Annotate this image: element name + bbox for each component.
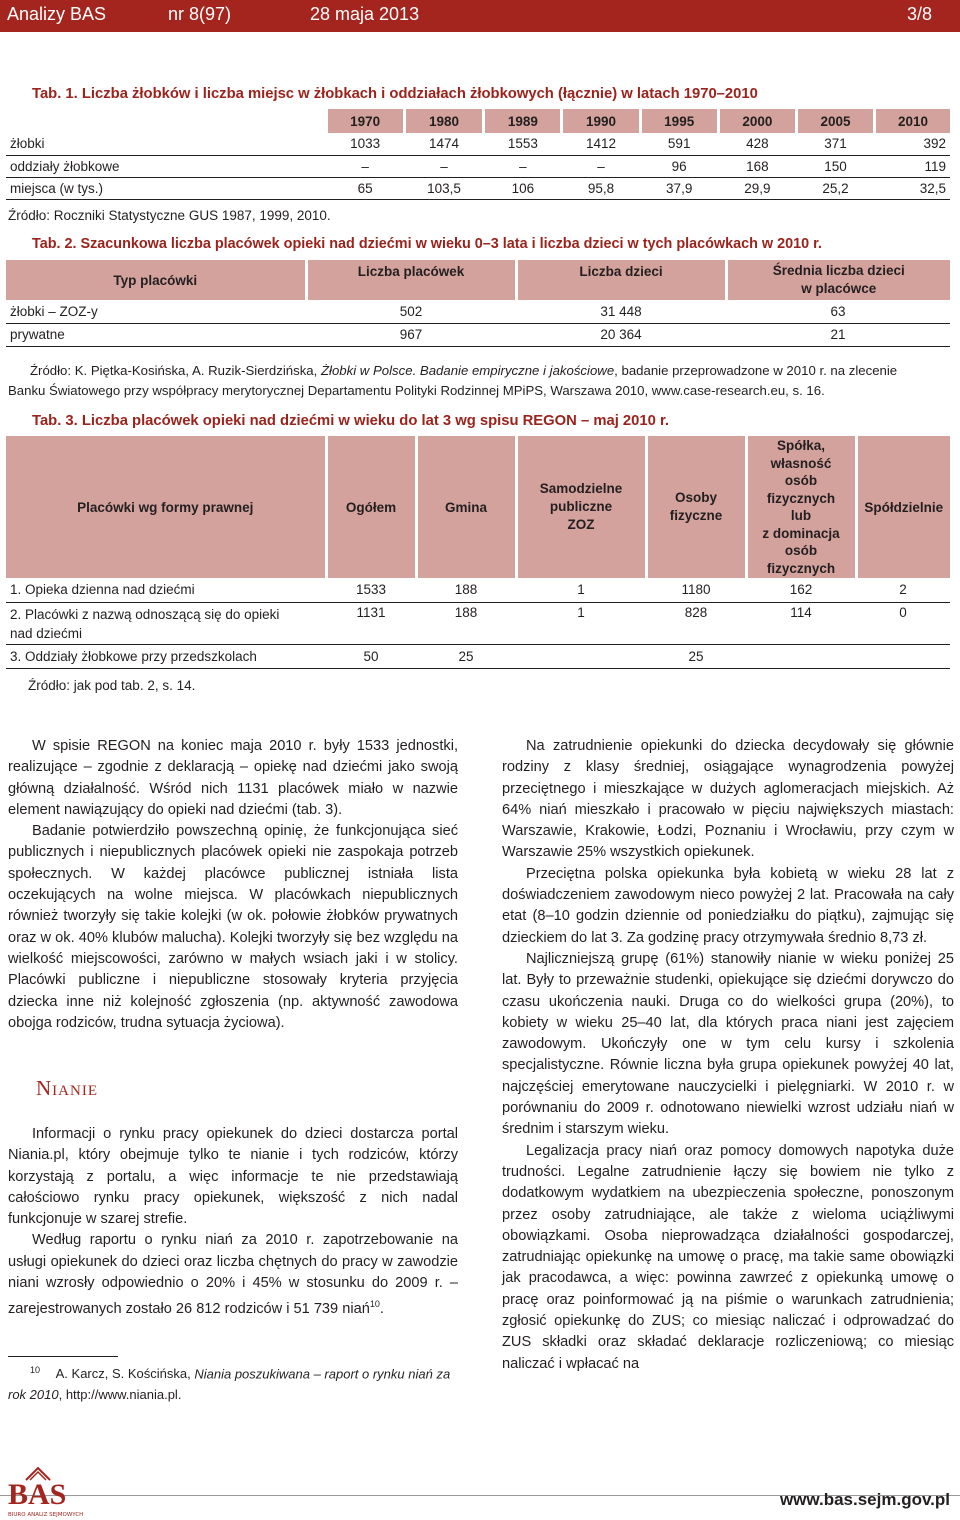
cell: 150 bbox=[796, 155, 874, 177]
page-number: 3/8 bbox=[907, 4, 933, 24]
row-label: prywatne bbox=[6, 323, 306, 346]
cell: 1 bbox=[516, 578, 646, 602]
top-bar bbox=[0, 0, 960, 32]
table1-year: 1990 bbox=[562, 109, 640, 133]
table1-caption: Tab. 1. Liczba żłobków i liczba miejsc w żłobkach i oddziałach żłobkowych (łącznie) w latach 1970–2010 bbox=[32, 86, 758, 102]
paragraph: Na zatrudnienie opiekunki do dziecka decydowały się głównie rodziny z klasy średniej, osiągające wynagrodzenia powyżej przeciętnego i mieszkające w dużych aglomeracjach miejskich. Aż 64% niań mieszkało i pracowało w pięciu największych miastach: Warszawie, Krakowie, Łodzi, Poznaniu i Wrocławiu, przy czym w Warszawie 25% wszystkich opiekunek. bbox=[502, 738, 954, 861]
footnote-title: Niania poszukiwana – raport o rynku niań za rok 2010 bbox=[8, 1366, 451, 1403]
cell: – bbox=[484, 155, 562, 177]
source-text: Banku Światowego przy współpracy merytorycznej Departamentu Polityki Rodzinnej MPiPS, Warszawa 2010, www.case-research.eu, s. 16. bbox=[8, 383, 825, 398]
header-line: ZOZ bbox=[567, 517, 595, 532]
cell: 65 bbox=[326, 177, 404, 199]
cell: 392 bbox=[875, 133, 950, 155]
cell: 96 bbox=[640, 155, 718, 177]
table1-year: 1980 bbox=[404, 109, 484, 133]
table1-year: 2005 bbox=[796, 109, 874, 133]
cell: 502 bbox=[306, 300, 516, 323]
row-label: oddziały żłobkowe bbox=[6, 155, 326, 177]
table1 bbox=[6, 109, 950, 200]
table-row bbox=[6, 644, 950, 668]
table2-header bbox=[726, 260, 950, 300]
cell: 95,8 bbox=[562, 177, 640, 199]
cell: 63 bbox=[726, 300, 950, 323]
cell: – bbox=[404, 155, 484, 177]
row-label: miejsca (w tys.) bbox=[6, 177, 326, 199]
cell: 428 bbox=[718, 133, 796, 155]
row-label: 1. Opieka dzienna nad dziećmi bbox=[6, 578, 326, 602]
cell: 106 bbox=[484, 177, 562, 199]
footnote-text: A. Karcz, S. Kościńska, bbox=[55, 1366, 195, 1382]
cell: 371 bbox=[796, 133, 874, 155]
cell: 1131 bbox=[326, 602, 416, 644]
header-line: fizycznych bbox=[766, 490, 836, 506]
cell: 1180 bbox=[646, 578, 746, 602]
table-row bbox=[6, 578, 950, 602]
row-label: 3. Oddziały żłobkowe przy przedszkolach bbox=[6, 644, 326, 668]
paragraph: Legalizacja pracy niań oraz pomocy domowych napotyka duże trudności. Legalne zatrudnienie łączy się bowiem nie tylko z dodatkowym wydatkiem na ubezpieczenia społeczne, ponoszonym przez osoby zatrudniające, ale także z wieloma uciążliwymi obowiązkami. Osoba nieprowadząca działalności gospodarczej, zatrudniając opiekunkę na umowę o pracę, ma takie same obowiązki jak pracodawca, a więc: powinna zawrzeć z opiekunką umowę o pracę oraz poinformować ją na piśmie o warunkach zatrudnienia; zgłosić opiekunkę do ZUS; co miesiąc naliczać i odprowadzać do ZUS składki oraz składać deklaracje rozliczeniową; co miesiąc naliczać i wpłacać na bbox=[502, 1142, 954, 1372]
table2 bbox=[6, 260, 950, 347]
paragraph: Przeciętna polska opiekunka była kobietą w wieku 28 lat z doświadczeniem zawodowym nieco powyżej 2 lat. Pracowała na cały etat (8–10 godzin dziennie od poniedziałku do piątku), zajmując się dzieckiem do lat 3. Za godzinę pracy otrzymywała średnio 8,73 zł. bbox=[502, 865, 954, 946]
cell: 1 bbox=[516, 602, 646, 644]
footnote-number: 10 bbox=[30, 1365, 41, 1375]
footnote-text: , http://www.niania.pl. bbox=[58, 1387, 182, 1403]
bas-logo bbox=[6, 1460, 96, 1520]
cell: 0 bbox=[856, 602, 950, 644]
header-line: z dominacja bbox=[762, 525, 840, 541]
header-line: publiczne bbox=[549, 499, 613, 514]
row-label: żłobki – ZOZ-y bbox=[6, 300, 306, 323]
section-heading: Nianie bbox=[36, 1076, 98, 1100]
cell bbox=[746, 644, 856, 668]
row-label bbox=[6, 602, 326, 644]
table3-header: Gmina bbox=[416, 436, 516, 578]
header-line: własność bbox=[770, 455, 832, 471]
cell: – bbox=[326, 155, 404, 177]
cell: 1474 bbox=[404, 133, 484, 155]
header-line: osób bbox=[784, 543, 818, 558]
left-column bbox=[8, 736, 458, 1034]
table2-header: Liczba placówek bbox=[306, 260, 516, 300]
cell: 29,9 bbox=[718, 177, 796, 199]
table1-year: 1970 bbox=[326, 109, 404, 133]
paragraph: Badanie potwierdziło powszechną opinię, że funkcjonująca sieć publicznych i niepublicznych placówek opieki nie zaspokaja potrzeb społecznych. W każdej placówce publicznej istniała lista oczekujących na wolne miejsca. W placówkach niepublicznych również tworzyły się takie kolejki (w ok. połowie żłobków prywatnych oraz w ok. 40% klubów malucha). Kolejki tworzyły się bez względu na wielkość miejscowości, zarówno w małych wsiach jaki i w stolicy. Placówki publiczne i niepubliczne stosowały kryteria przyjęcia dziecka inne niż kolejność zgłoszenia (np. aktywność zawodowa obojga rodziców, trudna sytuacja życiowa). bbox=[8, 823, 458, 1031]
cell bbox=[856, 644, 950, 668]
header-line: fizyczne bbox=[669, 508, 723, 523]
cell: 50 bbox=[326, 644, 416, 668]
site-url[interactable]: www.bas.sejm.gov.pl bbox=[779, 1490, 950, 1509]
table-row bbox=[6, 323, 950, 346]
table3-header bbox=[746, 436, 856, 578]
cell: 1553 bbox=[484, 133, 562, 155]
cell: 2 bbox=[856, 578, 950, 602]
cell: 828 bbox=[646, 602, 746, 644]
table-row bbox=[6, 133, 950, 155]
cell: 20 364 bbox=[516, 323, 726, 346]
paragraph: Najliczniejszą grupę (61%) stanowiły nianie w wieku poniżej 25 lat. Były to przeważnie studenki, opiekujące się dziećmi dorywczo do czasu ukończenia nauki. Druga co do wielkości grupa (20%), to kobiety w wieku 25–40 lat, dla których praca niani jest zajęciem zawodowym. Ukończyły one w tym celu kursy i szkolenia specjalistyczne. Równie liczna była grupa opiekunek powyżej 40 lat, najczęściej emerytowane nauczycielki i pielęgniarki. W 2010 r. w porównaniu do 2009 r. odnotowano niewielki wzrost udziału niań w średnim i starszym wieku. bbox=[502, 950, 954, 1138]
table-row bbox=[6, 177, 950, 199]
table3-header bbox=[516, 436, 646, 578]
cell: 32,5 bbox=[875, 177, 950, 199]
paragraph-text: Według raportu o rynku niań za 2010 r. zapotrzebowanie na usługi opiekunek do dzieci oraz liczba chętnych do pracy w zawodzie niani wzrosły odpowiednio o 20% i 45% w stosunku do 2009 r. – zarejestrowanych zostało 26 812 rodziców i 51 739 niań bbox=[8, 1232, 458, 1318]
cell: 114 bbox=[746, 602, 856, 644]
cell: 37,9 bbox=[640, 177, 718, 199]
paragraph: Informacji o rynku pracy opiekunek do dzieci dostarcza portal Niania.pl, który obejmuje tylko te nianie i tych rodziców, którzy korzystają z portalu, a więc informacje te nie przedstawiają całościowo rynku pracy opiekunek, większość z nich nadal funkcjonuje w szarej strefie. bbox=[8, 1126, 458, 1228]
table2-header: Typ placówki bbox=[6, 260, 306, 300]
table1-year: 1995 bbox=[640, 109, 718, 133]
logo-subtext: BIURO ANALIZ SEJMOWYCH bbox=[8, 1512, 84, 1518]
header-line: Osoby bbox=[674, 490, 717, 505]
cell: 168 bbox=[718, 155, 796, 177]
source-title: Żłobki w Polsce. Badanie empiryczne i jakościowe bbox=[320, 363, 615, 378]
header-line: fizycznych bbox=[766, 560, 836, 576]
table3-caption: Tab. 3. Liczba placówek opieki nad dziećmi w wieku do lat 3 wg spisu REGON – maj 2010 r. bbox=[32, 413, 670, 429]
table3-header: Ogółem bbox=[326, 436, 416, 578]
cell: 591 bbox=[640, 133, 718, 155]
table3-header bbox=[646, 436, 746, 578]
header-line: lub bbox=[790, 508, 812, 523]
cell: 1033 bbox=[326, 133, 404, 155]
journal-name: Analizy BAS bbox=[7, 4, 107, 24]
label-line: nad dziećmi bbox=[10, 625, 83, 641]
table-row bbox=[6, 300, 950, 323]
cell: 21 bbox=[726, 323, 950, 346]
cell: 1533 bbox=[326, 578, 416, 602]
left-column-2 bbox=[8, 1124, 458, 1321]
cell: 25 bbox=[416, 644, 516, 668]
table2-source bbox=[8, 361, 956, 401]
table-row bbox=[6, 602, 950, 644]
table1-year: 1989 bbox=[484, 109, 562, 133]
cell: 119 bbox=[875, 155, 950, 177]
issue-number: nr 8(97) bbox=[168, 4, 232, 24]
header-line: Samodzielne bbox=[539, 481, 623, 496]
cell: – bbox=[562, 155, 640, 177]
cell: 1412 bbox=[562, 133, 640, 155]
footnote-ref: 10 bbox=[369, 1299, 380, 1310]
table3-header: Placówki wg formy prawnej bbox=[6, 436, 326, 578]
table3 bbox=[6, 436, 950, 669]
header-line: w placówce bbox=[801, 281, 877, 296]
logo-text: BAS bbox=[8, 1478, 67, 1511]
paragraph: Według raportu o rynku niań za 2010 r. zapotrzebowanie na usługi opiekunek do dzieci oraz liczba chętnych do pracy w zawodzie niani wzrosły odpowiednio o 20% i 45% w stosunku do 2009 r. – zarejestrowanych zostało 26 812 rodziców i 51 739 niań$^{10}$. bbox=[8, 1232, 458, 1318]
paragraph: W spisie REGON na koniec maja 2010 r. były 1533 jednostki, realizujące – zgodnie z deklaracją – opiekę nad dziećmi jako swoją główną działalność. Wśród nich 1131 placówek miało w nazwie element nawiązujący do opieki nad dziećmi (tab. 3). bbox=[8, 738, 458, 818]
cell: 25,2 bbox=[796, 177, 874, 199]
footnote-rule bbox=[8, 1356, 118, 1357]
right-column bbox=[502, 736, 954, 1375]
header-line: Średnia liczba dzieci bbox=[772, 263, 905, 278]
header-line: osób bbox=[784, 473, 818, 488]
table1-source: Źródło: Roczniki Statystyczne GUS 1987, 1999, 2010. bbox=[8, 208, 331, 223]
table1-year: 2000 bbox=[718, 109, 796, 133]
table2-caption: Tab. 2. Szacunkowa liczba placówek opieki nad dziećmi w wieku 0–3 lata i liczba dzieci w tych placówkach w 2010 r. bbox=[32, 236, 822, 252]
cell: 25 bbox=[646, 644, 746, 668]
source-text: , badanie przeprowadzone w 2010 r. na zlecenie bbox=[614, 363, 898, 378]
cell: 162 bbox=[746, 578, 856, 602]
table2-header: Liczba dzieci bbox=[516, 260, 726, 300]
cell: 188 bbox=[416, 602, 516, 644]
table3-source: Źródło: jak pod tab. 2, s. 14. bbox=[28, 678, 196, 693]
cell: 31 448 bbox=[516, 300, 726, 323]
source-text: Źródło: K. Piętka-Kosińska, A. Ruzik-Sierdzińska, bbox=[30, 363, 321, 378]
cell: 967 bbox=[306, 323, 516, 346]
table3-header: Spółdzielnie bbox=[856, 436, 950, 578]
table1-corner bbox=[6, 109, 326, 133]
cell bbox=[516, 644, 646, 668]
issue-date: 28 maja 2013 bbox=[310, 4, 420, 24]
header-line: Spółka, bbox=[776, 438, 825, 453]
label-line: 2. Placówki z nazwą odnoszącą się do opieki bbox=[10, 606, 280, 622]
footnote bbox=[8, 1360, 458, 1405]
cell: 188 bbox=[416, 578, 516, 602]
cell: 103,5 bbox=[404, 177, 484, 199]
table1-year: 2010 bbox=[875, 109, 950, 133]
row-label: żłobki bbox=[6, 133, 326, 155]
table-row bbox=[6, 155, 950, 177]
